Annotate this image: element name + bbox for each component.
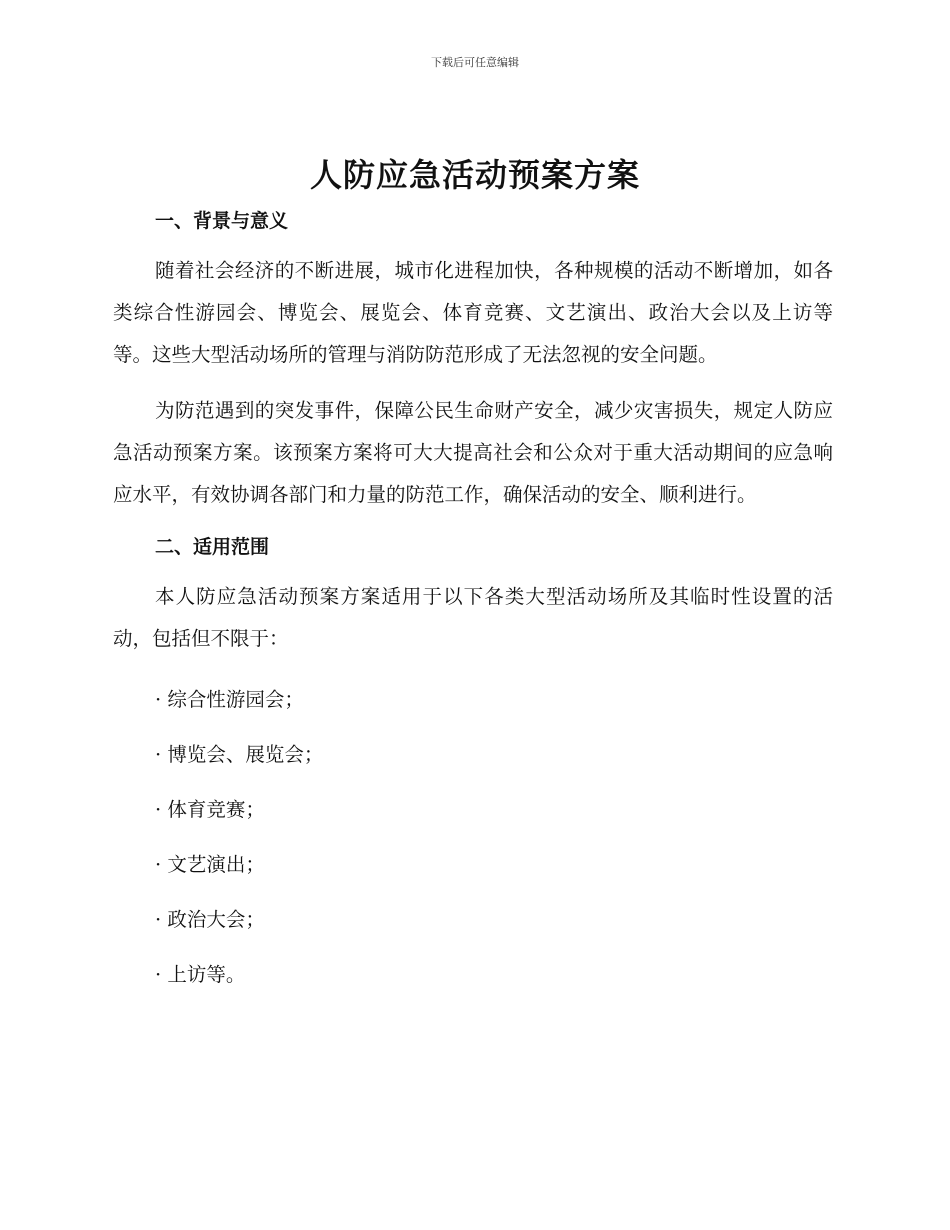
page-header-note: 下载后可任意编辑 [431, 56, 519, 69]
list-item: · 体育竞赛； [155, 798, 265, 821]
list-item: · 博览会、展览会； [155, 743, 324, 766]
list-item: · 文艺演出； [155, 853, 265, 876]
list-item: · 上访等。 [155, 963, 246, 986]
section-heading-scope: 二、适用范围 [155, 536, 270, 558]
document-title: 人防应急活动预案方案 [309, 156, 640, 194]
paragraph-background-1: 随着社会经济的不断进展，城市化进程加快，各种规模的活动不断增加，如各类综合性游园会、博览会、展览会、体育竞赛、文艺演出、政治大会以及上访等等。这些大型活动场所的管理与消防防范形成了无法忽视的安全问题。 [113, 259, 833, 366]
list-item: · 综合性游园会； [155, 688, 304, 711]
document-body [113, 204, 833, 1002]
paragraph-scope-1: 本人防应急活动预案方案适用于以下各类大型活动场所及其临时性设置的活动，包括但不限于： [113, 585, 833, 650]
paragraph-background-2: 为防范遇到的突发事件，保障公民生命财产安全，减少灾害损失，规定人防应急活动预案方案。该预案方案将可大大提高社会和公众对于重大活动期间的应急响应水平，有效协调各部门和力量的防范工作，确保活动的安全、顺利进行。 [113, 399, 833, 506]
section-heading-background: 一、背景与意义 [155, 210, 289, 232]
list-item: · 政治大会； [155, 908, 265, 931]
